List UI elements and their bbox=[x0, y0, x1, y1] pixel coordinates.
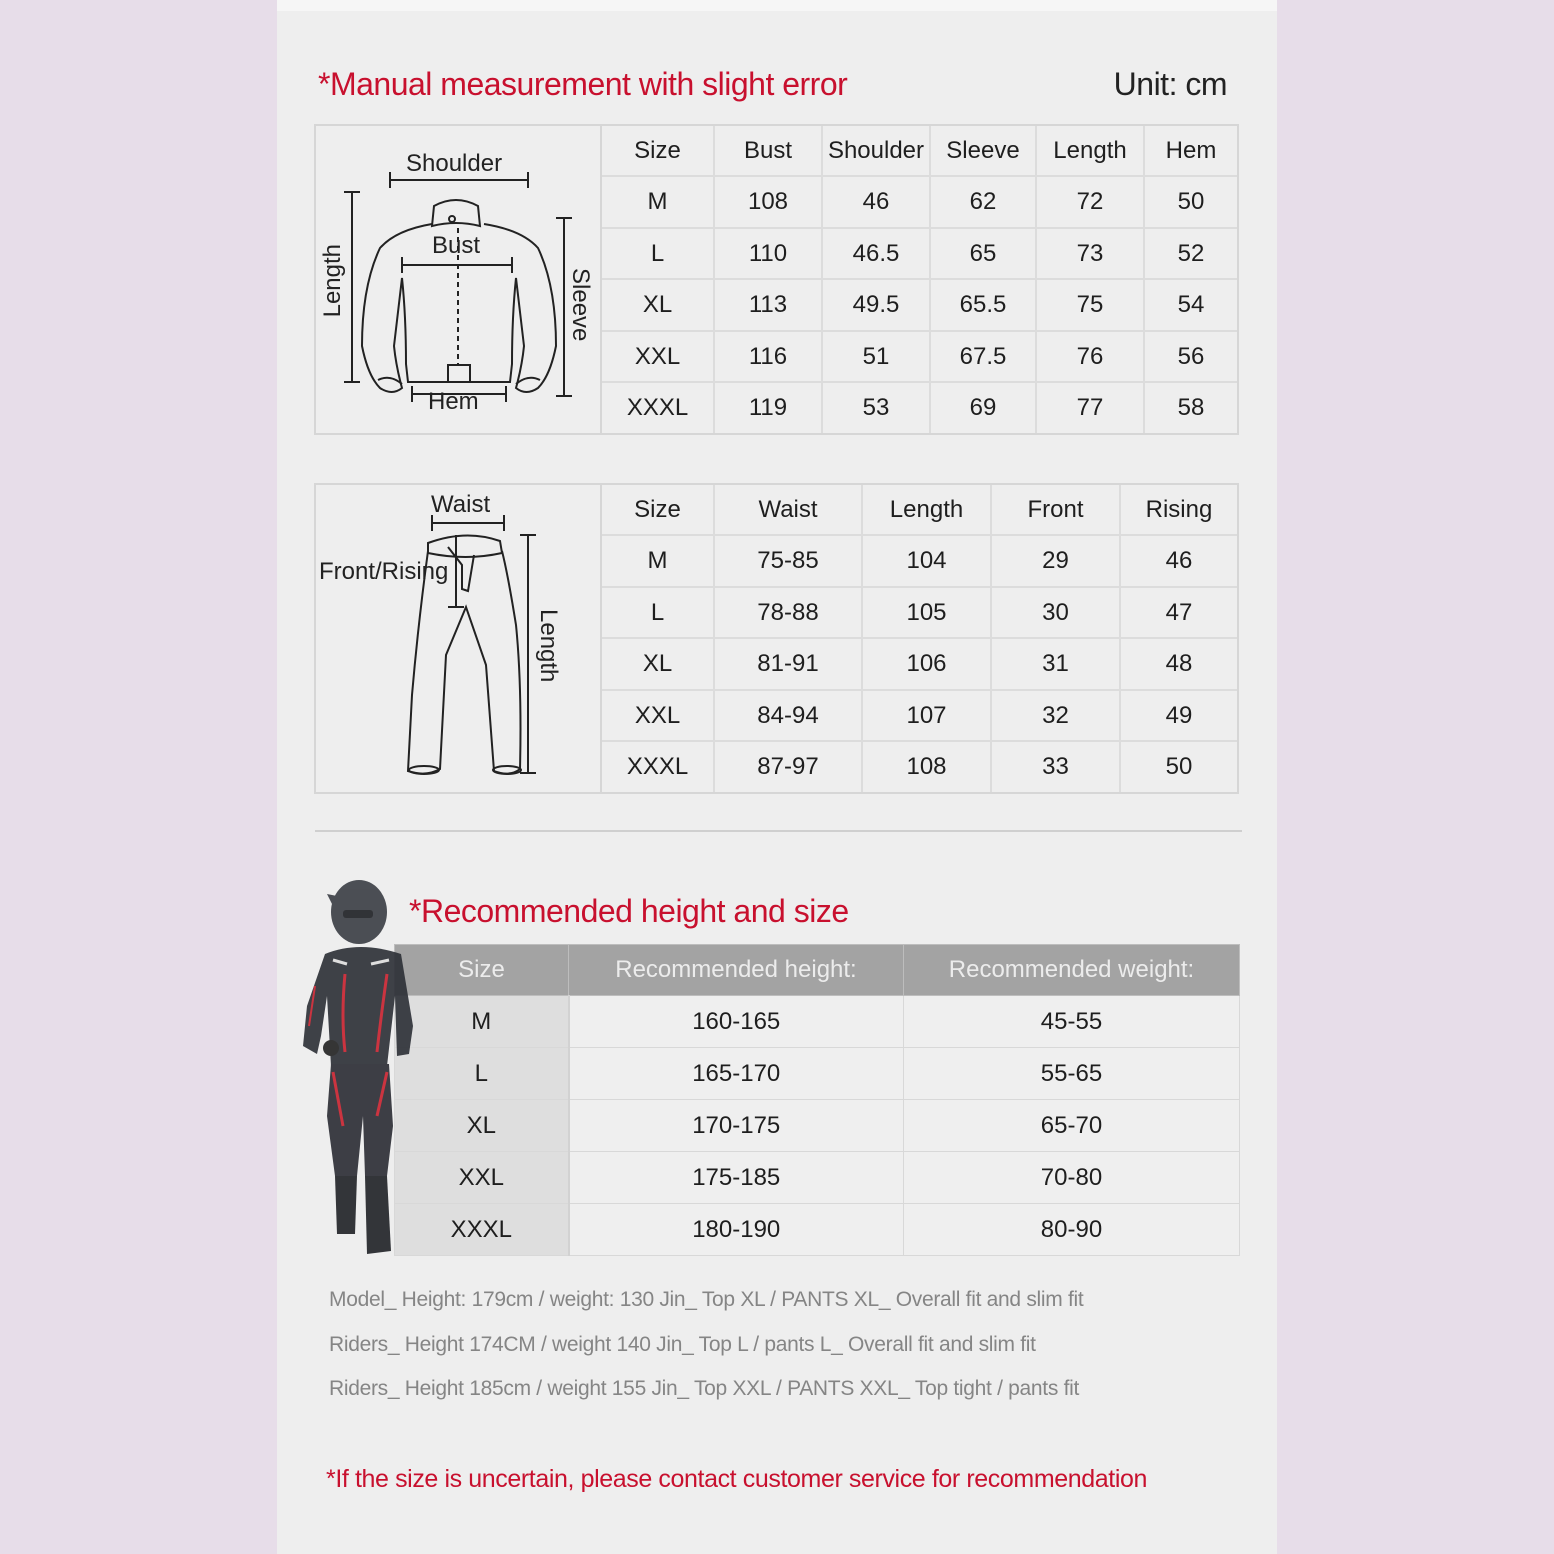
table-cell: 65 bbox=[930, 228, 1036, 280]
table-row bbox=[602, 535, 1237, 587]
table-cell: 113 bbox=[714, 279, 822, 331]
table-row bbox=[395, 996, 1240, 1048]
pants-size-table bbox=[602, 485, 1237, 792]
diagram-label-waist: Waist bbox=[431, 491, 491, 518]
page-top-strip bbox=[277, 0, 1277, 11]
column-header: Size bbox=[602, 126, 714, 176]
diagram-label-length: Length bbox=[319, 244, 346, 318]
table-cell: XL bbox=[602, 279, 714, 331]
table-cell: 73 bbox=[1036, 228, 1144, 280]
table-row bbox=[602, 741, 1237, 792]
table-cell: L bbox=[395, 1048, 569, 1100]
column-header: Length bbox=[1036, 126, 1144, 176]
column-header: Sleeve bbox=[930, 126, 1036, 176]
table-row bbox=[602, 690, 1237, 742]
table-cell: L bbox=[602, 587, 714, 639]
column-header: Shoulder bbox=[822, 126, 930, 176]
section-divider bbox=[315, 830, 1242, 832]
customer-service-note: *If the size is uncertain, please contact customer service for recommendation bbox=[326, 1465, 1147, 1493]
table-cell: 81-91 bbox=[714, 638, 862, 690]
fit-notes bbox=[329, 1286, 1083, 1420]
table-cell: 56 bbox=[1144, 331, 1237, 383]
pants-diagram bbox=[316, 485, 602, 792]
table-cell: 65.5 bbox=[930, 279, 1036, 331]
table-cell: 75-85 bbox=[714, 535, 862, 587]
table-cell: 50 bbox=[1120, 741, 1237, 792]
table-cell: 48 bbox=[1120, 638, 1237, 690]
table-cell: 165-170 bbox=[569, 1048, 904, 1100]
table-cell: 50 bbox=[1144, 176, 1237, 228]
column-header: Recommended weight: bbox=[904, 945, 1240, 996]
table-cell: 31 bbox=[991, 638, 1120, 690]
column-header: Size bbox=[395, 945, 569, 996]
table-row bbox=[602, 587, 1237, 639]
table-cell: 46.5 bbox=[822, 228, 930, 280]
fit-note: Riders_ Height 185cm / weight 155 Jin_ Top XXL / PANTS XXL_ Top tight / pants fit bbox=[329, 1377, 1080, 1400]
column-header: Rising bbox=[1120, 485, 1237, 535]
column-header: Length bbox=[862, 485, 991, 535]
table-cell: 65-70 bbox=[904, 1100, 1240, 1152]
table-cell: 170-175 bbox=[569, 1100, 904, 1152]
column-header: Size bbox=[602, 485, 714, 535]
jacket-size-chart bbox=[314, 124, 1239, 435]
table-cell: 47 bbox=[1120, 587, 1237, 639]
table-cell: XXL bbox=[395, 1152, 569, 1204]
diagram-label-length: Length bbox=[535, 609, 562, 683]
table-cell: XXXL bbox=[395, 1204, 569, 1256]
table-cell: 108 bbox=[862, 741, 991, 792]
table-cell: 51 bbox=[822, 331, 930, 383]
table-row bbox=[395, 1100, 1240, 1152]
table-cell: 53 bbox=[822, 382, 930, 433]
table-cell: 70-80 bbox=[904, 1152, 1240, 1204]
table-row bbox=[602, 638, 1237, 690]
table-cell: 32 bbox=[991, 690, 1120, 742]
table-row bbox=[602, 331, 1237, 383]
table-cell: 107 bbox=[862, 690, 991, 742]
column-header: Front bbox=[991, 485, 1120, 535]
table-cell: 72 bbox=[1036, 176, 1144, 228]
table-header-row bbox=[602, 126, 1237, 176]
table-row bbox=[395, 1204, 1240, 1256]
column-header: Recommended height: bbox=[569, 945, 904, 996]
jacket-size-table bbox=[602, 126, 1237, 433]
table-cell: 175-185 bbox=[569, 1152, 904, 1204]
unit-label: Unit: cm bbox=[1113, 66, 1227, 102]
table-cell: 75 bbox=[1036, 279, 1144, 331]
table-cell: XL bbox=[602, 638, 714, 690]
fit-note: Model_ Height: 179cm / weight: 130 Jin_ Top XL / PANTS XL_ Overall fit and slim fit bbox=[329, 1288, 1084, 1311]
rider-model-image bbox=[297, 876, 427, 1261]
table-row bbox=[602, 228, 1237, 280]
table-cell: 108 bbox=[714, 176, 822, 228]
measurement-title: *Manual measurement with slight error bbox=[318, 66, 848, 102]
table-cell: 49 bbox=[1120, 690, 1237, 742]
table-cell: M bbox=[602, 535, 714, 587]
diagram-label-front-rising: Front/Rising bbox=[319, 558, 449, 585]
table-row bbox=[602, 279, 1237, 331]
pants-size-chart bbox=[314, 483, 1239, 794]
diagram-label-hem: Hem bbox=[428, 388, 479, 415]
table-cell: 77 bbox=[1036, 382, 1144, 433]
table-cell: 106 bbox=[862, 638, 991, 690]
table-cell: 119 bbox=[714, 382, 822, 433]
jacket-diagram bbox=[316, 126, 602, 433]
table-cell: 45-55 bbox=[904, 996, 1240, 1048]
table-cell: 104 bbox=[862, 535, 991, 587]
table-cell: XXL bbox=[602, 331, 714, 383]
table-cell: 46 bbox=[822, 176, 930, 228]
table-cell: 180-190 bbox=[569, 1204, 904, 1256]
table-cell: XXXL bbox=[602, 741, 714, 792]
fit-note: Riders_ Height 174CM / weight 140 Jin_ Top L / pants L_ Overall fit and slim fit bbox=[329, 1332, 1036, 1356]
table-cell: 58 bbox=[1144, 382, 1237, 433]
table-cell: 52 bbox=[1144, 228, 1237, 280]
table-cell: 87-97 bbox=[714, 741, 862, 792]
table-cell: 46 bbox=[1120, 535, 1237, 587]
recommended-size-chart bbox=[394, 944, 1240, 1256]
table-row bbox=[395, 1048, 1240, 1100]
table-cell: 33 bbox=[991, 741, 1120, 792]
table-row bbox=[602, 176, 1237, 228]
table-cell: 29 bbox=[991, 535, 1120, 587]
column-header: Waist bbox=[714, 485, 862, 535]
table-cell: 116 bbox=[714, 331, 822, 383]
table-cell: 105 bbox=[862, 587, 991, 639]
recommended-size-table bbox=[394, 944, 1240, 1256]
size-chart-page bbox=[277, 0, 1277, 1554]
table-header-row bbox=[602, 485, 1237, 535]
table-cell: 160-165 bbox=[569, 996, 904, 1048]
table-cell: M bbox=[395, 996, 569, 1048]
table-row bbox=[602, 382, 1237, 433]
table-cell: 62 bbox=[930, 176, 1036, 228]
table-cell: 67.5 bbox=[930, 331, 1036, 383]
table-cell: 84-94 bbox=[714, 690, 862, 742]
table-cell: 69 bbox=[930, 382, 1036, 433]
table-cell: XXXL bbox=[602, 382, 714, 433]
table-cell: 55-65 bbox=[904, 1048, 1240, 1100]
table-cell: 110 bbox=[714, 228, 822, 280]
diagram-label-sleeve: Sleeve bbox=[567, 268, 594, 342]
table-cell: 78-88 bbox=[714, 587, 862, 639]
table-cell: L bbox=[602, 228, 714, 280]
table-cell: 49.5 bbox=[822, 279, 930, 331]
column-header: Bust bbox=[714, 126, 822, 176]
table-cell: XXL bbox=[602, 690, 714, 742]
table-header-row bbox=[395, 945, 1240, 996]
table-cell: XL bbox=[395, 1100, 569, 1152]
recommended-title: *Recommended height and size bbox=[409, 893, 849, 929]
diagram-label-shoulder: Shoulder bbox=[406, 150, 503, 177]
diagram-label-bust: Bust bbox=[432, 232, 481, 259]
table-row bbox=[395, 1152, 1240, 1204]
table-cell: 30 bbox=[991, 587, 1120, 639]
table-cell: M bbox=[602, 176, 714, 228]
column-header: Hem bbox=[1144, 126, 1237, 176]
table-cell: 76 bbox=[1036, 331, 1144, 383]
table-cell: 80-90 bbox=[904, 1204, 1240, 1256]
table-cell: 54 bbox=[1144, 279, 1237, 331]
